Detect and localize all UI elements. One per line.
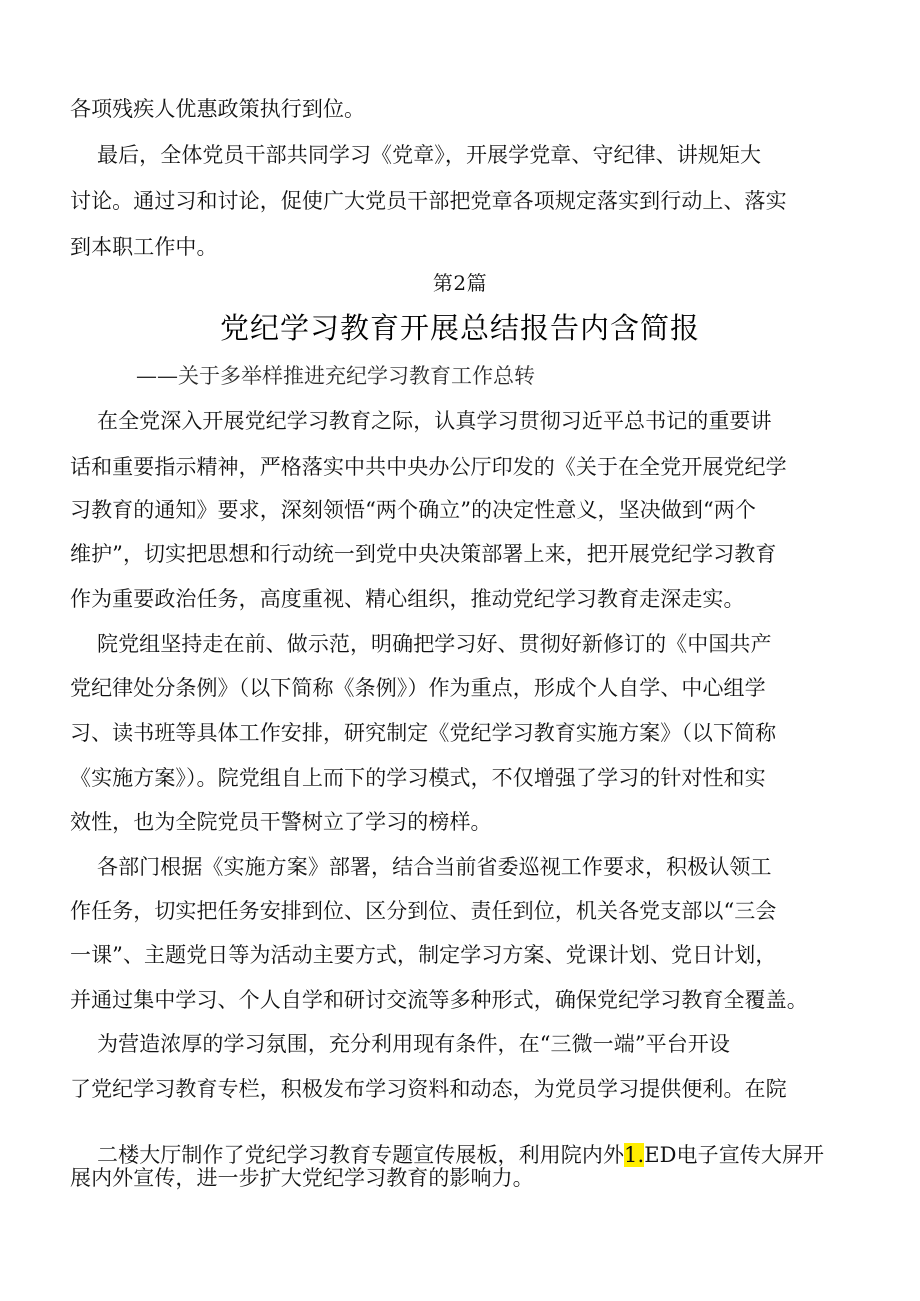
paragraph-line: 最后，全体党员干部共同学习《党章》，开展学党章、守纪律、讲规矩大 <box>70 143 762 167</box>
paragraph-line: 维护”，切实把思想和行动统一到党中央决策部署上来，把开展党纪学习教育 <box>70 542 777 566</box>
highlighted-text: 1. <box>624 1143 645 1167</box>
paragraph-line: 话和重要指示精神，严格落实中共中央办公厅印发的《关于在全党开展党纪学 <box>70 455 787 479</box>
paragraph-line: 效性，也为全院党员干警树立了学习的榜样。 <box>70 810 492 834</box>
paragraph-line: 了党纪学习教育专栏，积极发布学习资料和动态，为党员学习提供便利。在院 <box>70 1077 787 1101</box>
paragraph-line: 一课”、主题党日等为活动主要方式，制定学习方案、党课计划、党日计划， <box>70 943 777 967</box>
paragraph-line: 《实施方案》）。院党组自上而下的学习模式，不仅增强了学习的针对性和实 <box>70 766 766 790</box>
document-title: 党纪学习教育开展总结报告内含简报 <box>219 311 700 345</box>
paragraph-line: 展内外宣传，进一步扩大党纪学习教育的影响力。 <box>70 1166 534 1190</box>
paragraph-line: 院党组坚持走在前、做示范，明确把学习好、贯彻好新修订的《中国共产 <box>70 632 772 656</box>
paragraph-line: 讨论。通过习和讨论，促使广大党员干部把党章各项规定落实到行动上、落实 <box>70 189 787 213</box>
paragraph-line: 在全党深入开展党纪学习教育之际，认真学习贯彻习近平总书记的重要讲 <box>70 409 772 433</box>
paragraph-line: 作为重要政治任务，高度重视、精心组织，推动党纪学习教育走深走实。 <box>70 587 745 611</box>
line-text: 二楼大厅制作了党纪学习教育专题宣传展板，利用院内外 <box>97 1143 625 1167</box>
paragraph-line: 到本职工作中。 <box>70 235 218 259</box>
paragraph-line: 各部门根据《实施方案》部署，结合当前省委巡视工作要求，积极认领工 <box>70 855 772 879</box>
paragraph-line: 为营造浓厚的学习氛围，充分利用现有条件，在“三微一端”平台开设 <box>70 1032 730 1056</box>
paragraph-line: 习教育的通知》要求，深刻领悟“两个确立”的决定性意义，坚决做到“两个 <box>70 498 756 522</box>
paragraph-line: 习、读书班等具体工作安排，研究制定《党纪学习教育实施方案》（以下简称 <box>70 721 777 745</box>
chapter-label: 第2篇 <box>432 271 488 295</box>
line-text: ED电子宣传大屏开 <box>644 1143 825 1167</box>
paragraph-line: 各项残疾人优惠政策执行到位。 <box>70 97 366 121</box>
paragraph-line: 作任务，切实把任务安排到位、区分到位、责任到位，机关各党支部以“三会 <box>70 899 777 923</box>
paragraph-line: 并通过集中学习、个人自学和研讨交流等多种形式，确保党纪学习教育全覆盖。 <box>70 988 808 1012</box>
document-subtitle: ——关于多举样推进充纪学习教育工作总转 <box>136 364 535 388</box>
paragraph-line: 党纪律处分条例》（以下简称《条例》）作为重点，形成个人自学、中心组学 <box>70 676 766 700</box>
